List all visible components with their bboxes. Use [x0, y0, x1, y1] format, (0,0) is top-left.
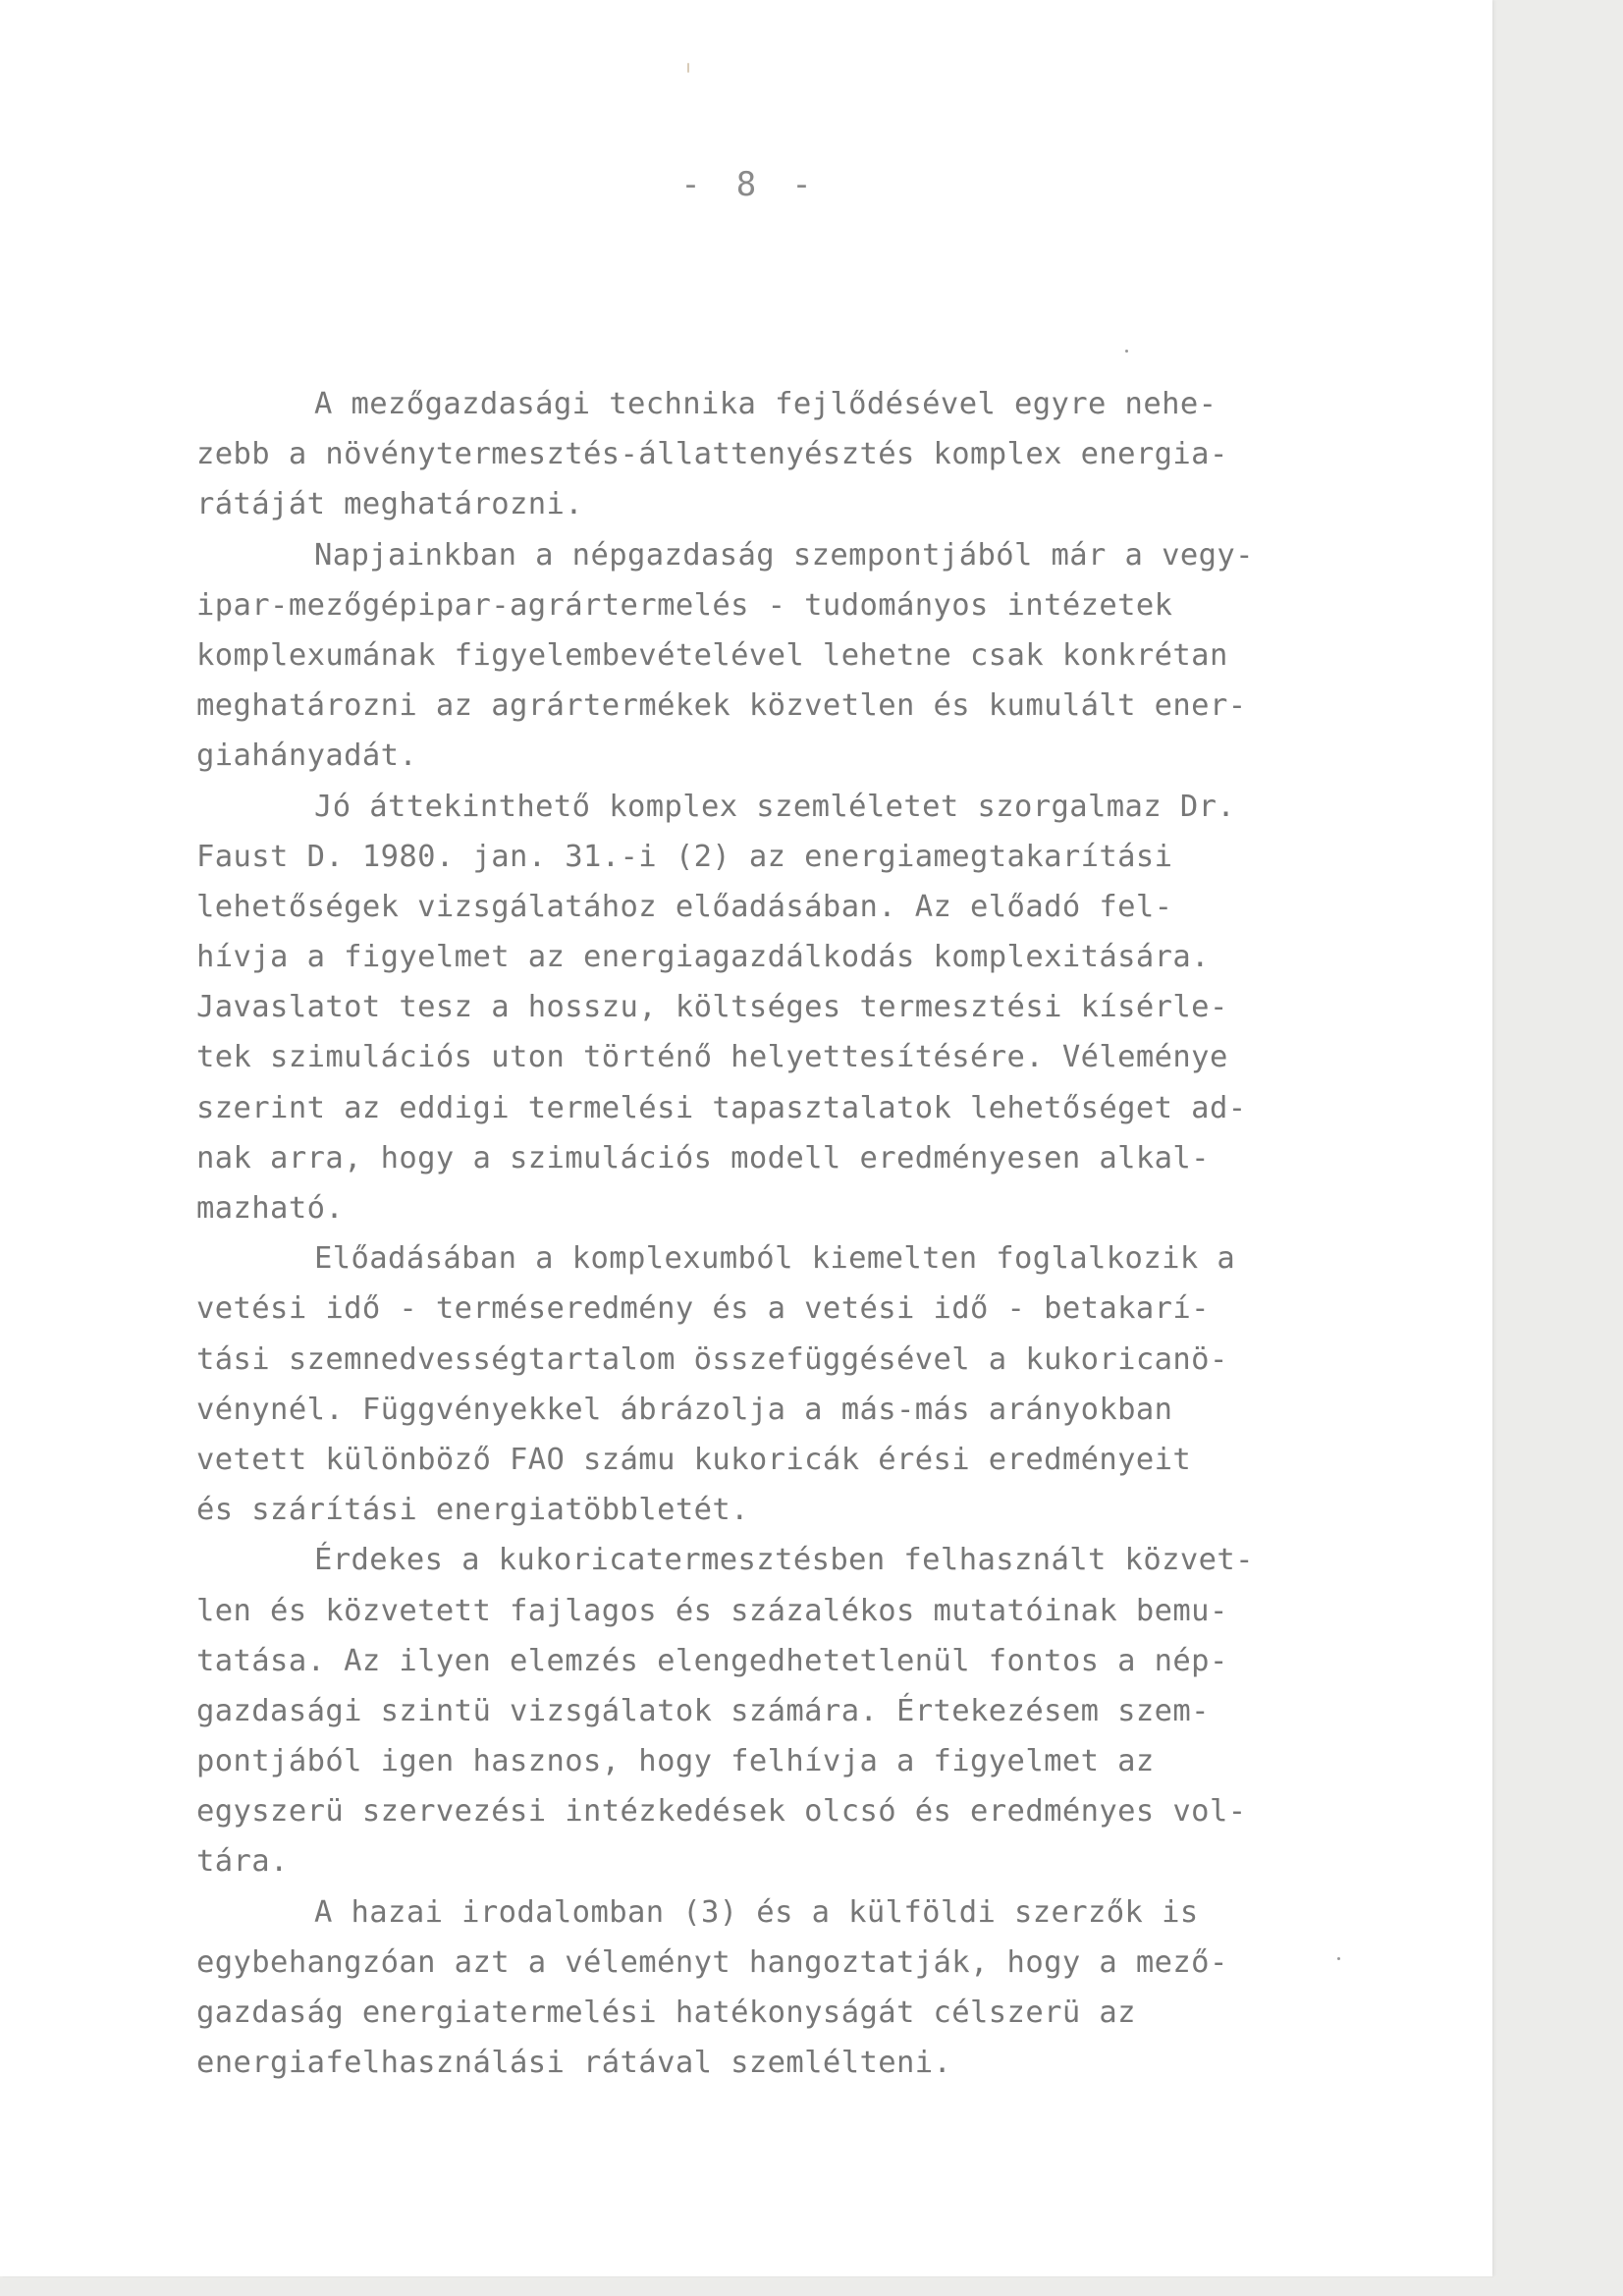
text-line: hívja a figyelmet az energiagazdálkodás komplexitására. [196, 940, 1210, 975]
text-line: tek szimulációs uton történő helyettesítésére. Véleménye [196, 1040, 1228, 1075]
text-line: Faust D. 1980. jan. 31.-i (2) az energiamegtakarítási [196, 839, 1173, 874]
page-number-header [0, 165, 1492, 204]
text-line: Napjainkban a népgazdaság szempontjából már a vegy- [314, 537, 1254, 573]
page-number: 8 [735, 165, 757, 204]
text-line: Előadásában a komplexumból kiemelten foglalkozik a [314, 1241, 1236, 1277]
text-line: giahányadát. [196, 738, 418, 774]
text-line: vénynél. Függvényekkel ábrázolja a más-más arányokban [196, 1392, 1173, 1427]
text-line: tára. [196, 1844, 289, 1880]
text-line: komplexumának figyelembevételével lehetne csak konkrétan [196, 637, 1228, 673]
text-line: vetett különböző FAO számu kukoricák érési eredményeit [196, 1442, 1192, 1477]
body-text [196, 379, 1414, 2088]
text-line: energiafelhasználási rátával szemlélteni. [196, 2046, 952, 2081]
text-line: vetési idő - terméseredmény és a vetési idő - betakarí- [196, 1291, 1210, 1327]
text-line: nak arra, hogy a szimulációs modell eredményesen alkal- [196, 1140, 1210, 1175]
text-line: tási szemnedvességtartalom összefüggésével a kukoricanö- [196, 1341, 1228, 1377]
scan-mark [687, 63, 689, 73]
page-number-dash-left: - [680, 165, 701, 204]
text-line: egybehangzóan azt a véleményt hangoztatják, hogy a mező- [196, 1944, 1228, 1980]
page-number-dash-right: - [791, 165, 812, 204]
text-line: A hazai irodalomban (3) és a külföldi szerzők is [314, 1894, 1199, 1930]
text-line: len és közvetett fajlagos és százalékos mutatóinak bemu- [196, 1593, 1228, 1628]
text-line: pontjából igen hasznos, hogy felhívja a figyelmet az [196, 1744, 1155, 1779]
text-line: zebb a növénytermesztés-állattenyésztés komplex energia- [196, 437, 1228, 472]
text-line: lehetőségek vizsgálatához előadásában. Az előadó fel- [196, 889, 1173, 924]
text-line: egyszerü szervezési intézkedések olcsó és eredményes vol- [196, 1794, 1247, 1830]
scan-speck [1125, 350, 1128, 353]
text-line: rátáját meghatározni. [196, 487, 584, 522]
text-line: ipar-mezőgépipar-agrártermelés - tudományos intézetek [196, 587, 1173, 623]
text-line: A mezőgazdasági technika fejlődésével egyre nehe- [314, 387, 1217, 421]
text-line: Jó áttekinthető komplex szemléletet szorgalmaz Dr. [314, 789, 1236, 824]
text-line: meghatározni az agrártermékek közvetlen és kumulált ener- [196, 688, 1247, 724]
text-line: gazdaság energiatermelési hatékonyságát célszerü az [196, 1995, 1136, 2030]
text-line: és szárítási energiatöbbletét. [196, 1493, 749, 1528]
text-line: szerint az eddigi termelési tapasztalatok lehetőséget ad- [196, 1090, 1247, 1125]
scan-speck [1337, 1957, 1340, 1960]
text-line: gazdasági szintü vizsgálatok számára. Értekezésem szem- [196, 1693, 1210, 1728]
text-line: mazható. [196, 1191, 345, 1226]
text-line: Érdekes a kukoricatermesztésben felhasznált közvet- [314, 1543, 1254, 1578]
text-line: tatása. Az ilyen elemzés elengedhetetlenül fontos a nép- [196, 1643, 1228, 1678]
text-line: Javaslatot tesz a hosszu, költséges termesztési kísérle- [196, 990, 1228, 1025]
